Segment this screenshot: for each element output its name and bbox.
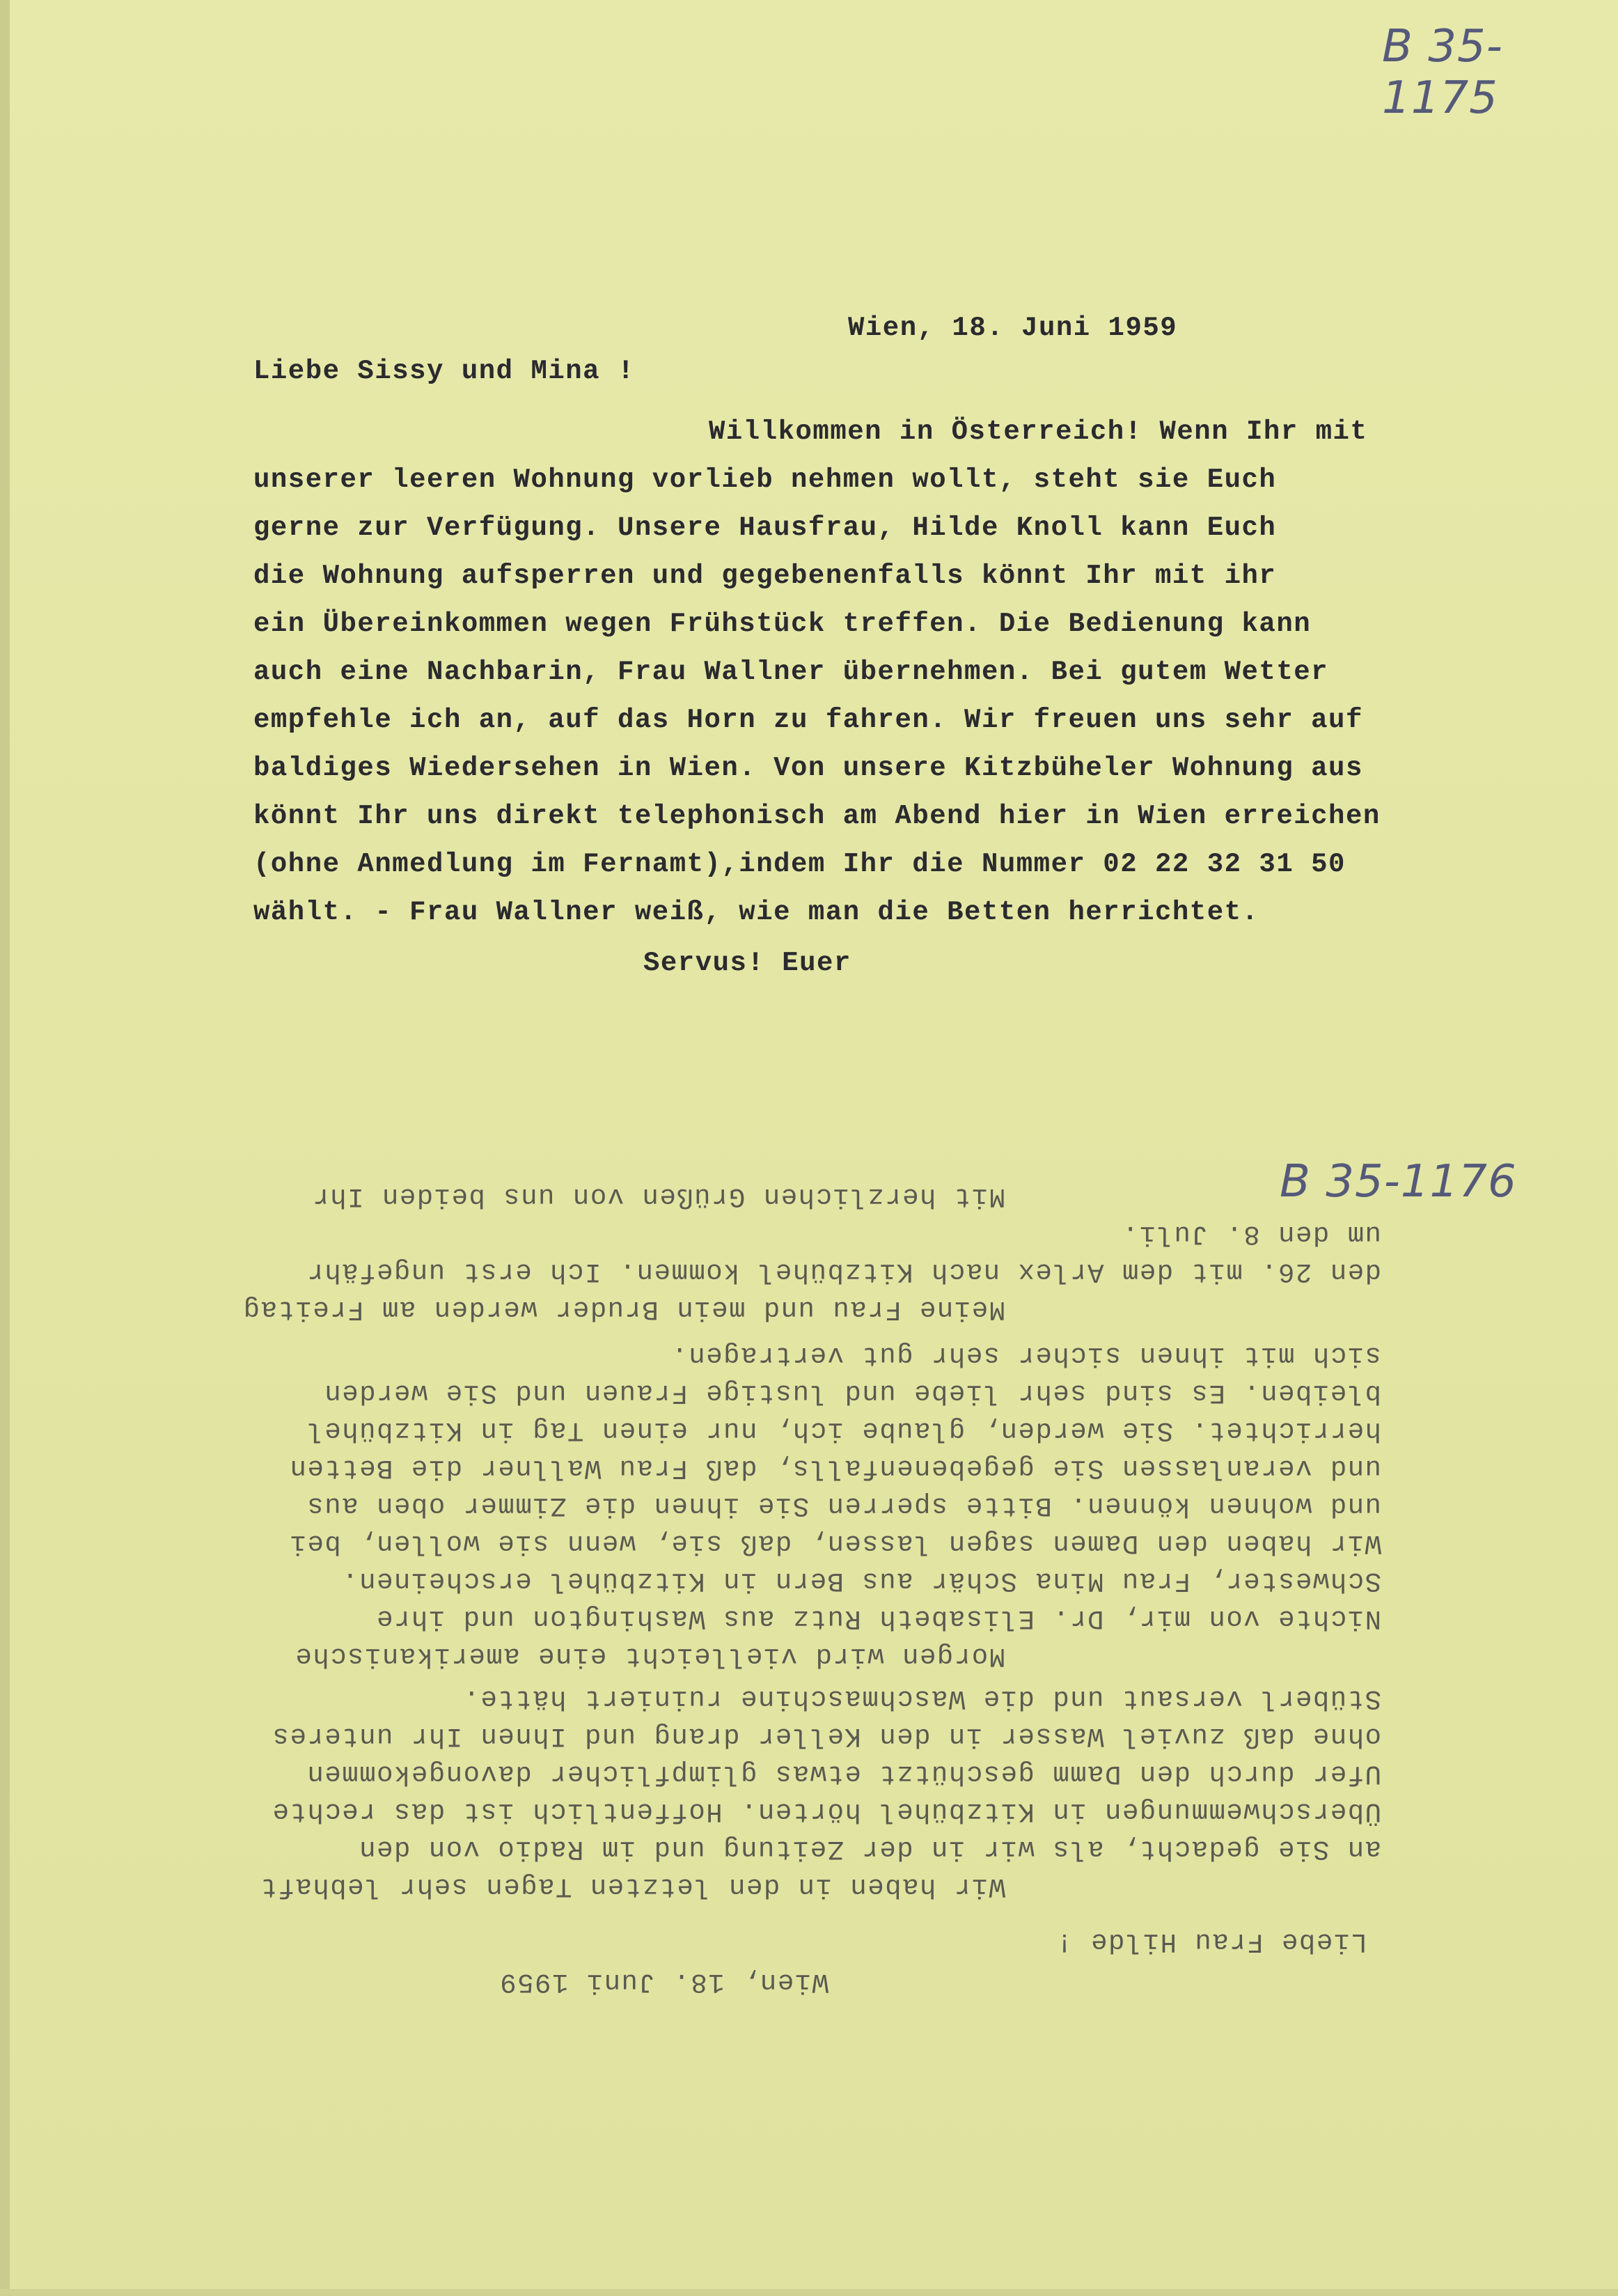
archive-number-middle: B 35-1176: [1280, 1156, 1517, 1208]
letter2-line: den 26. mit dem Arlex nach Kitzbühel kommen. Ich erst ungefähr: [306, 1256, 1381, 1287]
letter1-line: wählt. - Frau Wallner weiß, wie man die Betten herrichtet.: [253, 897, 1259, 928]
letter2-line: herrichtet. Sie werden, glaube ich, nur einen Tag in Kitzbühel: [306, 1415, 1381, 1446]
letter2-line: Meine Frau und mein Bruder werden am Freitag: [242, 1294, 1005, 1325]
letter2-line: Morgen wird vielleicht eine amerikanische: [294, 1641, 1005, 1671]
letter2-date: Wien, 18. Juni 1959: [498, 1967, 828, 1997]
letter2-line: um den 8. Juli.: [1121, 1219, 1381, 1249]
letter2-line: an Sie gedacht, als wir in der Zeitung und im Radio von den: [358, 1834, 1381, 1864]
letter2-line: Wir haben den Damen sagen lassen, daß sie, wenn sie wollen, bei: [289, 1528, 1381, 1559]
letter2-line: Schwester, Frau Mina Schär aus Bern in Kitzbühel erscheinen.: [340, 1565, 1381, 1596]
letter1-line: gerne zur Verfügung. Unsere Hausfrau, Hilde Knoll kann Euch: [253, 513, 1277, 543]
letter1-date: Wien, 18. Juni 1959: [848, 313, 1178, 343]
letter1-line: ein Übereinkommen wegen Frühstück treffen. Die Bedienung kann: [253, 609, 1312, 639]
letter1-line: Willkommen in Österreich! Wenn Ihr mit: [709, 416, 1368, 447]
letter1-line: baldiges Wiedersehen in Wien. Von unsere Kitzbüheler Wohnung aus: [253, 753, 1363, 783]
letter1-line: unserer leeren Wohnung vorlieb nehmen wollt, steht sie Euch: [253, 464, 1277, 495]
letter2-line: Nichte von mir, Dr. Elisabeth Rutz aus Washington und ihre: [375, 1603, 1381, 1634]
letter2-salutation: Liebe Frau Hilde !: [1055, 1926, 1367, 1957]
letter1-closing: Servus! Euer: [643, 948, 851, 978]
letter1-line: (ohne Anmedlung im Fernamt),indem Ihr die Nummer 02 22 32 31 50: [253, 849, 1346, 880]
letter2-line: und veranlassen Sie gegebenenfalls, daß Frau Wallner die Betten: [289, 1453, 1381, 1483]
letter2-line: Überschwemmungen in Kitzbühel hörten. Hoffentlich ist das rechte: [272, 1796, 1381, 1827]
letter2-line: bleiben. Es sind sehr liebe und lustige Frauen und Sie werden: [323, 1377, 1381, 1408]
letter2-line: Mit herzlichen Grüßen von uns beiden Ihr: [311, 1181, 1005, 1212]
letter2-line: sich mit ihnen sicher sehr gut vertragen.: [670, 1340, 1381, 1370]
letter2-line: Wir haben in den letzten Tagen sehr lebhaft: [260, 1871, 1005, 1902]
letter2-line: Stüberl versaut und die Waschmaschine ruiniert hätte.: [462, 1683, 1381, 1714]
letter1-line: die Wohnung aufsperren und gegebenenfalls könnt Ihr mit ihr: [253, 561, 1277, 591]
letter2-line: Ufer durch den Damm geschützt etwas glimpflicher davongekommen: [306, 1758, 1381, 1789]
archive-number-top: B 35-1175: [1382, 21, 1503, 124]
letter1-line: empfehle ich an, auf das Horn zu fahren. Wir freuen uns sehr auf: [253, 705, 1363, 735]
letter1-salutation: Liebe Sissy und Mina !: [253, 356, 635, 386]
letter2-line: ohne daß zuviel Wasser in den Keller drang und Ihnen Ihr unteres: [272, 1721, 1381, 1751]
letter2-line: und wohnen können. Bitte sperren Sie ihnen die Zimmer oben aus: [306, 1490, 1381, 1521]
letter1-line: könnt Ihr uns direkt telephonisch am Abend hier in Wien erreichen: [253, 801, 1381, 831]
letter1-line: auch eine Nachbarin, Frau Wallner übernehmen. Bei gutem Wetter: [253, 657, 1329, 687]
